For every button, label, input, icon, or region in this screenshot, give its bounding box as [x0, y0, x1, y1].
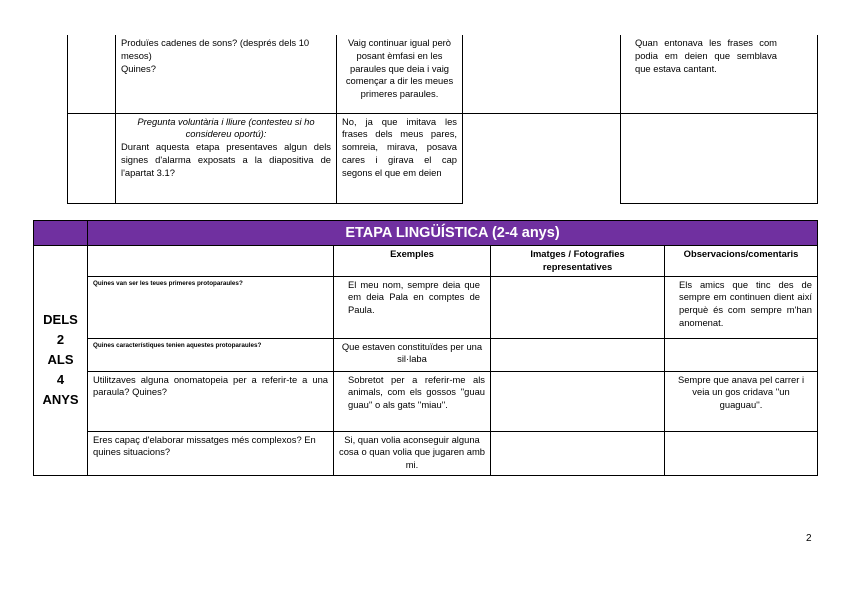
page-number: 2 — [806, 533, 812, 544]
stage-cell — [68, 113, 116, 203]
question-cell — [116, 113, 337, 203]
stage-cell — [68, 35, 116, 113]
question-cell: Quines característiques tenien aquestes protoparaules? — [88, 338, 334, 371]
observations-cell: Sempre que anava pel carrer i veia un gos cridava ''un guaguau''. — [665, 371, 818, 431]
images-cell — [463, 35, 621, 113]
examples-cell: Si, quan volia aconseguir alguna cosa o quan volia que jugaren amb mi. — [334, 431, 491, 475]
examples-cell: Sobretot per a referir-me als animals, com els gossos ''guau guau'' o als gats ''miau''. — [334, 371, 491, 431]
stage-age-label: DELS 2 ALS 4 ANYS — [34, 246, 88, 476]
linguistic-stage-table — [33, 220, 818, 476]
question-italic-text: Pregunta voluntària i lliure (contesteu si ho considereu oportú): — [137, 115, 315, 140]
table-row — [68, 35, 818, 113]
observations-cell — [665, 431, 818, 475]
observations-cell — [621, 113, 818, 203]
question-cell — [116, 35, 337, 113]
header-observations: Observacions/comentaris — [665, 246, 818, 277]
question-text: Produïes cadenes de sons? (després dels 10 mesos) — [121, 37, 310, 61]
previous-stage-table — [67, 35, 818, 204]
examples-cell: Vaig continuar igual però posant èmfasi en les paraules que deia i vaig començar a dir les meues primeres paraules. — [337, 35, 463, 113]
images-cell — [491, 371, 665, 431]
images-cell — [491, 338, 665, 371]
stage-title: ETAPA LINGÜÍSTICA (2-4 anys) — [88, 221, 818, 246]
table-row — [34, 371, 818, 431]
observations-cell — [665, 338, 818, 371]
table-row — [34, 338, 818, 371]
table-row — [34, 276, 818, 338]
table-row — [34, 431, 818, 475]
header-examples: Exemples — [334, 246, 491, 277]
question-text: Quines? — [121, 62, 156, 74]
header-row — [34, 246, 818, 277]
images-cell — [463, 113, 621, 203]
banner-row — [34, 221, 818, 246]
observations-cell: Quan entonava les frases com podia em deien que semblava que estava cantant. — [621, 35, 818, 113]
observations-cell: Els amics que tinc des de sempre em continuen dient així perquè és com sempre m'han anomenat. — [665, 276, 818, 338]
question-cell: Quines van ser les teues primeres protoparaules? — [88, 276, 334, 338]
question-cell: Eres capaç d'elaborar missatges més complexos? En quines situacions? — [88, 431, 334, 475]
header-question — [88, 246, 334, 277]
images-cell — [491, 276, 665, 338]
table-row — [68, 113, 818, 203]
examples-cell: Que estaven constituïdes per una sil·laba — [334, 338, 491, 371]
examples-cell: El meu nom, sempre deia que em deia Pala en comptes de Paula. — [334, 276, 491, 338]
question-cell: Utilitzaves alguna onomatopeia per a referir-te a una paraula? Quines? — [88, 371, 334, 431]
header-images: Imatges / Fotografies representatives — [491, 246, 665, 277]
banner-stub — [34, 221, 88, 246]
images-cell — [491, 431, 665, 475]
examples-cell: No, ja que imitava les frases dels meus pares, somreia, mirava, posava cares i girava el cap segons el que em deien — [337, 113, 463, 203]
question-text: Durant aquesta etapa presentaves algun dels signes d'alarma exposats a la diapositiva de l'apartat 3.1? — [121, 141, 331, 178]
